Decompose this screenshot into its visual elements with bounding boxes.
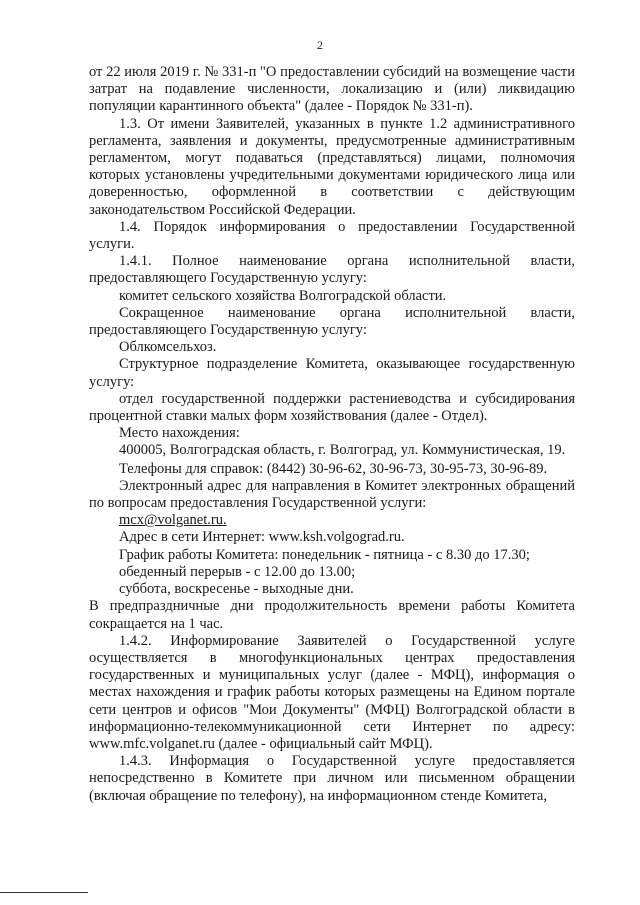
paragraph-schedule: График работы Комитета: понедельник - пятница - с 8.30 до 17.30; (119, 546, 530, 563)
footnote-divider (0, 892, 88, 893)
page-number: 2 (317, 38, 323, 52)
paragraph-location-label: Место нахождения: (119, 425, 240, 442)
paragraph-1-4: 1.4. Порядок информирования о предоставлении Государственной услуги. (89, 218, 575, 253)
paragraph-1-4-1: 1.4.1. Полное наименование органа исполнительной власти, предоставляющего Государственную услугу: (89, 253, 575, 287)
paragraph-1-3: 1.3. От имени Заявителей, указанных в пункте 1.2 административного регламента, заявления и документы, предусмотренные административным регламентом, могут подаваться (представляться) лицами, полномочия которых установлены учредительными документами юридического лица или доверенностью, оформленной в соответствии с действующим законодательством Российской Федерации. (89, 115, 575, 218)
paragraph-1-4-3: 1.4.3. Информация о Государственной услуге предоставляется непосредственно в Комитете при личном или письменном обращении (включая обращение по телефону), на информационном стенде Комитета, (89, 753, 575, 804)
paragraph-1-4-2: 1.4.2. Информирование Заявителей о Государственной услуге осуществляется в многофункциональных центрах предоставления государственных и муниципальных услуг (далее - МФЦ), информация о местах нахождения и график работы которых размещены на Едином портале сети центров и офисов "Мои Документы" (МФЦ) Волгоградской области в информационно-телекоммуникационной сети Интернет по адресу: www.mfc.volganet.ru (далее - официальный сайт МФЦ). (89, 632, 575, 752)
paragraph-order-reference: от 22 июля 2019 г. № 331-п "О предоставлении субсидий на возмещение части затрат на подавление численности, локализацию и (или) ликвидацию популяции карантинного объекта" (далее - Порядок № 331-п). (89, 64, 575, 115)
paragraph-address: 400005, Волгоградская область, г. Волгоград, ул. Коммунистическая, 19. (119, 442, 566, 459)
paragraph-short-name: Облкомсельхоз. (119, 339, 217, 356)
paragraph-phones: Телефоны для справок: (8442) 30-96-62, 30-96-73, 30-95-73, 30-96-89. (119, 460, 548, 477)
paragraph-pre-holiday: В предпраздничные дни продолжительность времени работы Комитета сокращается на 1 час. (89, 598, 575, 632)
paragraph-department-label: Структурное подразделение Комитета, оказывающее государственную услугу: (89, 356, 575, 390)
paragraph-full-name: комитет сельского хозяйства Волгоградской области. (119, 287, 447, 304)
paragraph-email-label: Электронный адрес для направления в Комитет электронных обращений по вопросам предоставления Государственной услуги: (89, 477, 575, 512)
email-link[interactable]: mcx@volganet.ru. (119, 512, 227, 529)
paragraph-short-name-label: Сокращенное наименование органа исполнительной власти, предоставляющего Государственную услугу: (89, 304, 575, 339)
paragraph-department: отдел государственной поддержки растениеводства и субсидирования процентной ставки малых форм хозяйствования (далее - Отдел). (89, 390, 575, 425)
paragraph-lunch-break: обеденный перерыв - с 12.00 до 13.00; (119, 563, 356, 580)
website-address[interactable]: Адрес в сети Интернет: www.ksh.volgograd.ru. (119, 529, 405, 546)
paragraph-weekend: суббота, воскресенье - выходные дни. (119, 581, 354, 598)
document-body (89, 64, 575, 805)
